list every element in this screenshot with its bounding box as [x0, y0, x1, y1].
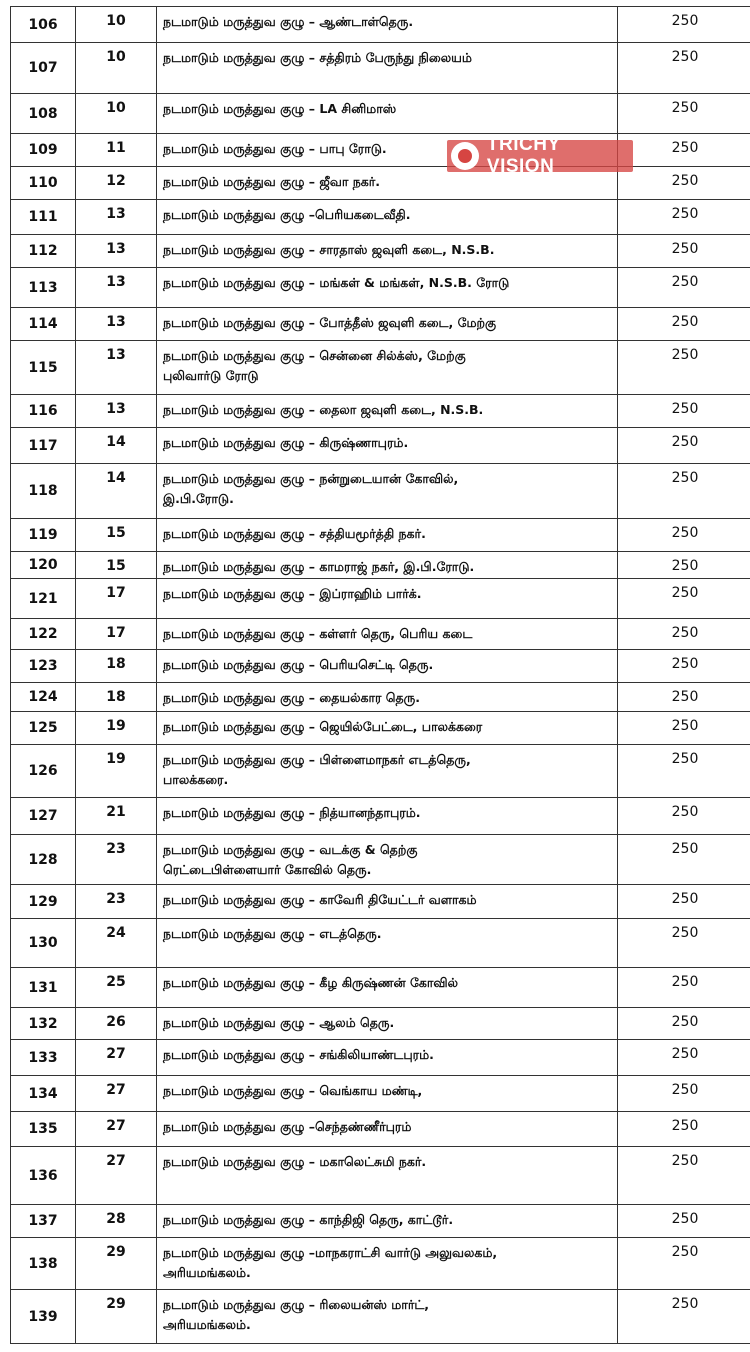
- serial-number-cell: 124: [11, 683, 76, 712]
- amount-cell: 250: [618, 428, 750, 464]
- trichy-vision-logo-icon: [451, 142, 479, 170]
- ward-number-cell: 13: [76, 308, 157, 341]
- table-row: [11, 308, 750, 341]
- location-cell: நடமாடும் மருத்துவ குழு – கிருஷ்ணாபுரம்.: [157, 428, 618, 464]
- amount-cell: 250: [618, 94, 750, 134]
- ward-number-cell: 23: [76, 835, 157, 885]
- ward-number-cell: 13: [76, 268, 157, 308]
- ward-number-cell: 27: [76, 1076, 157, 1112]
- table-row: [11, 428, 750, 464]
- ward-number-cell: 14: [76, 428, 157, 464]
- table-row: [11, 43, 750, 94]
- ward-number-cell: 25: [76, 968, 157, 1008]
- ward-number-cell: 19: [76, 712, 157, 745]
- amount-cell: 250: [618, 1205, 750, 1238]
- table-row: [11, 579, 750, 619]
- serial-number-cell: 139: [11, 1290, 76, 1344]
- location-cell: நடமாடும் மருத்துவ குழு – சாரதாஸ் ஜவுளி கடை, N.S.B.: [157, 235, 618, 268]
- location-cell: நடமாடும் மருத்துவ குழு – இப்ராஹிம் பார்க்.: [157, 579, 618, 619]
- location-cell: நடமாடும் மருத்துவ குழு – ஆலம் தெரு.: [157, 1008, 618, 1040]
- table-row: [11, 712, 750, 745]
- location-cell: நடமாடும் மருத்துவ குழு – வடக்கு & தெற்கு ரெட்டைபிள்ளையார் கோவில் தெரு.: [157, 835, 618, 885]
- amount-cell: 250: [618, 835, 750, 885]
- amount-cell: 250: [618, 341, 750, 395]
- table-row: [11, 341, 750, 395]
- serial-number-cell: 126: [11, 745, 76, 798]
- amount-cell: 250: [618, 43, 750, 94]
- location-cell: நடமாடும் மருத்துவ குழு – ரிலையன்ஸ் மார்ட், அரியமங்கலம்.: [157, 1290, 618, 1344]
- ward-number-cell: 18: [76, 683, 157, 712]
- ward-number-cell: 14: [76, 464, 157, 519]
- serial-number-cell: 113: [11, 268, 76, 308]
- table-row: [11, 1112, 750, 1147]
- location-cell: நடமாடும் மருத்துவ குழு – நன்றுடையான் கோவில், இ.பி.ரோடு.: [157, 464, 618, 519]
- table-row: [11, 395, 750, 428]
- amount-cell: 250: [618, 395, 750, 428]
- table-body: [11, 7, 750, 1344]
- serial-number-cell: 125: [11, 712, 76, 745]
- amount-cell: 250: [618, 1076, 750, 1112]
- serial-number-cell: 123: [11, 650, 76, 683]
- amount-cell: 250: [618, 885, 750, 919]
- serial-number-cell: 131: [11, 968, 76, 1008]
- ward-number-cell: 26: [76, 1008, 157, 1040]
- location-cell: நடமாடும் மருத்துவ குழு – பிள்ளைமாநகர் எடத்தெரு, பாலக்கரை.: [157, 745, 618, 798]
- serial-number-cell: 129: [11, 885, 76, 919]
- location-cell: நடமாடும் மருத்துவ குழு – வெங்காய மண்டி,: [157, 1076, 618, 1112]
- amount-cell: 250: [618, 134, 750, 167]
- amount-cell: 250: [618, 268, 750, 308]
- serial-number-cell: 138: [11, 1238, 76, 1290]
- amount-cell: 250: [618, 968, 750, 1008]
- amount-cell: 250: [618, 7, 750, 43]
- serial-number-cell: 118: [11, 464, 76, 519]
- serial-number-cell: 134: [11, 1076, 76, 1112]
- serial-number-cell: 136: [11, 1147, 76, 1205]
- table-row: [11, 519, 750, 552]
- amount-cell: 250: [618, 1238, 750, 1290]
- ward-number-cell: 10: [76, 43, 157, 94]
- amount-cell: 250: [618, 1290, 750, 1344]
- location-cell: நடமாடும் மருத்துவ குழு – மகாலெட்சுமி நகர்.: [157, 1147, 618, 1205]
- ward-number-cell: 11: [76, 134, 157, 167]
- serial-number-cell: 132: [11, 1008, 76, 1040]
- amount-cell: 250: [618, 464, 750, 519]
- ward-number-cell: 17: [76, 619, 157, 650]
- table-row: [11, 235, 750, 268]
- amount-cell: 250: [618, 712, 750, 745]
- amount-cell: 250: [618, 308, 750, 341]
- table-row: [11, 94, 750, 134]
- serial-number-cell: 107: [11, 43, 76, 94]
- serial-number-cell: 127: [11, 798, 76, 835]
- location-cell: நடமாடும் மருத்துவ குழு – காவேரி தியேட்டர் வளாகம்: [157, 885, 618, 919]
- amount-cell: 250: [618, 235, 750, 268]
- ward-number-cell: 17: [76, 579, 157, 619]
- table-row: [11, 745, 750, 798]
- serial-number-cell: 122: [11, 619, 76, 650]
- location-cell: நடமாடும் மருத்துவ குழு – கள்ளர் தெரு, பெரிய கடை: [157, 619, 618, 650]
- ward-number-cell: 27: [76, 1112, 157, 1147]
- amount-cell: 250: [618, 1147, 750, 1205]
- ward-number-cell: 19: [76, 745, 157, 798]
- serial-number-cell: 115: [11, 341, 76, 395]
- ward-number-cell: 27: [76, 1040, 157, 1076]
- ward-number-cell: 15: [76, 519, 157, 552]
- ward-number-cell: 15: [76, 552, 157, 579]
- serial-number-cell: 110: [11, 167, 76, 200]
- ward-number-cell: 29: [76, 1290, 157, 1344]
- location-cell: நடமாடும் மருத்துவ குழு –செந்தண்ணீர்புரம்: [157, 1112, 618, 1147]
- amount-cell: 250: [618, 650, 750, 683]
- serial-number-cell: 116: [11, 395, 76, 428]
- table-row: [11, 200, 750, 235]
- location-cell: நடமாடும் மருத்துவ குழு – ஆண்டாள்தெரு.: [157, 7, 618, 43]
- ward-number-cell: 13: [76, 341, 157, 395]
- location-cell: நடமாடும் மருத்துவ குழு – காந்திஜி தெரு, காட்டூர்.: [157, 1205, 618, 1238]
- amount-cell: 250: [618, 619, 750, 650]
- amount-cell: 250: [618, 552, 750, 579]
- watermark-text: TRICHY VISION: [486, 134, 561, 177]
- location-cell: நடமாடும் மருத்துவ குழு –பெரியகடைவீதி.: [157, 200, 618, 235]
- serial-number-cell: 128: [11, 835, 76, 885]
- table-row: [11, 1040, 750, 1076]
- table-row: [11, 1147, 750, 1205]
- ward-number-cell: 13: [76, 395, 157, 428]
- table-row: [11, 885, 750, 919]
- table-row: [11, 7, 750, 43]
- table-row: [11, 619, 750, 650]
- table-row: [11, 1238, 750, 1290]
- serial-number-cell: 106: [11, 7, 76, 43]
- location-cell: நடமாடும் மருத்துவ குழு – ஜீவா நகர்.: [157, 167, 618, 200]
- ward-number-cell: 12: [76, 167, 157, 200]
- ward-number-cell: 21: [76, 798, 157, 835]
- amount-cell: 250: [618, 167, 750, 200]
- amount-cell: 250: [618, 519, 750, 552]
- ward-number-cell: 13: [76, 200, 157, 235]
- serial-number-cell: 137: [11, 1205, 76, 1238]
- amount-cell: 250: [618, 683, 750, 712]
- ward-number-cell: 29: [76, 1238, 157, 1290]
- serial-number-cell: 117: [11, 428, 76, 464]
- location-cell: நடமாடும் மருத்துவ குழு – பாபு ரோடு.: [157, 134, 618, 167]
- table-row: [11, 968, 750, 1008]
- location-cell: நடமாடும் மருத்துவ குழு – சங்கிலியாண்டபுரம்.: [157, 1040, 618, 1076]
- location-cell: நடமாடும் மருத்துவ குழு –மாநகராட்சி வார்டு அலுவலகம், அரியமங்கலம்.: [157, 1238, 618, 1290]
- ward-number-cell: 28: [76, 1205, 157, 1238]
- table-row: [11, 134, 750, 167]
- ward-number-cell: 24: [76, 919, 157, 968]
- table-row: [11, 552, 750, 579]
- serial-number-cell: 109: [11, 134, 76, 167]
- location-cell: நடமாடும் மருத்துவ குழு – காமராஜ் நகர், இ.பி.ரோடு.: [157, 552, 618, 579]
- serial-number-cell: 112: [11, 235, 76, 268]
- ward-number-cell: 23: [76, 885, 157, 919]
- amount-cell: 250: [618, 1040, 750, 1076]
- table-row: [11, 1205, 750, 1238]
- table-row: [11, 1076, 750, 1112]
- amount-cell: 250: [618, 579, 750, 619]
- serial-number-cell: 120: [11, 552, 76, 579]
- location-cell: நடமாடும் மருத்துவ குழு – போத்தீஸ் ஜவுளி கடை, மேற்கு: [157, 308, 618, 341]
- location-cell: நடமாடும் மருத்துவ குழு – தையல்கார தெரு.: [157, 683, 618, 712]
- serial-number-cell: 133: [11, 1040, 76, 1076]
- location-cell: நடமாடும் மருத்துவ குழு – சென்னை சில்க்ஸ், மேற்கு புலிவார்டு ரோடு: [157, 341, 618, 395]
- location-cell: நடமாடும் மருத்துவ குழு – சத்தியமூர்த்தி நகர்.: [157, 519, 618, 552]
- table-row: [11, 464, 750, 519]
- serial-number-cell: 135: [11, 1112, 76, 1147]
- amount-cell: 250: [618, 200, 750, 235]
- serial-number-cell: 119: [11, 519, 76, 552]
- table-row: [11, 1290, 750, 1344]
- location-cell: நடமாடும் மருத்துவ குழு – தைலா ஜவுளி கடை, N.S.B.: [157, 395, 618, 428]
- amount-cell: 250: [618, 919, 750, 968]
- location-cell: நடமாடும் மருத்துவ குழு – ஜெயில்பேட்டை, பாலக்கரை: [157, 712, 618, 745]
- amount-cell: 250: [618, 1112, 750, 1147]
- location-cell: நடமாடும் மருத்துவ குழு – LA சினிமாஸ்: [157, 94, 618, 134]
- serial-number-cell: 111: [11, 200, 76, 235]
- table-row: [11, 650, 750, 683]
- table-row: [11, 1008, 750, 1040]
- location-cell: நடமாடும் மருத்துவ குழு – சத்திரம் பேருந்து நிலையம்: [157, 43, 618, 94]
- location-cell: நடமாடும் மருத்துவ குழு – பெரியசெட்டி தெரு.: [157, 650, 618, 683]
- table-row: [11, 268, 750, 308]
- ward-number-cell: 10: [76, 94, 157, 134]
- table-row: [11, 919, 750, 968]
- location-cell: நடமாடும் மருத்துவ குழு – கீழ கிருஷ்ணன் கோவில்: [157, 968, 618, 1008]
- ward-number-cell: 13: [76, 235, 157, 268]
- ward-number-cell: 10: [76, 7, 157, 43]
- trichy-vision-watermark: [447, 134, 633, 177]
- serial-number-cell: 121: [11, 579, 76, 619]
- serial-number-cell: 114: [11, 308, 76, 341]
- table-row: [11, 798, 750, 835]
- table-row: [11, 167, 750, 200]
- location-cell: நடமாடும் மருத்துவ குழு – நித்யானந்தாபுரம்.: [157, 798, 618, 835]
- serial-number-cell: 108: [11, 94, 76, 134]
- location-cell: நடமாடும் மருத்துவ குழு – எடத்தெரு.: [157, 919, 618, 968]
- serial-number-cell: 130: [11, 919, 76, 968]
- ward-number-cell: 18: [76, 650, 157, 683]
- amount-cell: 250: [618, 1008, 750, 1040]
- amount-cell: 250: [618, 798, 750, 835]
- table-row: [11, 835, 750, 885]
- amount-cell: 250: [618, 745, 750, 798]
- location-cell: நடமாடும் மருத்துவ குழு – மங்கள் & மங்கள், N.S.B. ரோடு: [157, 268, 618, 308]
- ward-number-cell: 27: [76, 1147, 157, 1205]
- table-row: [11, 683, 750, 712]
- mobile-medical-team-table: [10, 6, 750, 1344]
